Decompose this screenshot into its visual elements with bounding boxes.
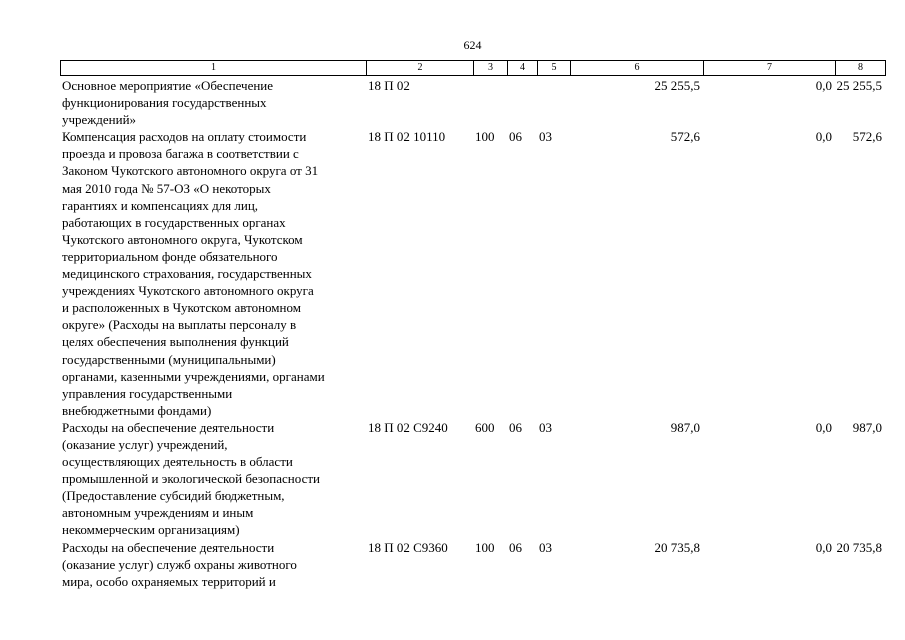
row-col6: 987,0 [670, 419, 700, 435]
row-col4: 06 [509, 129, 522, 145]
row-col4: 06 [509, 419, 522, 435]
column-number-header [60, 60, 886, 76]
row-col3: 100 [475, 539, 495, 555]
row-col3: 100 [475, 129, 495, 145]
page-number: 624 [463, 38, 482, 52]
row-col3 [473, 77, 507, 128]
row-col7: 0,0 [815, 539, 832, 555]
table-row [60, 128, 885, 419]
row-name: Расходы на обеспечение деятельности (оказание услуг) служб охраны животного мира, особо охраняемых территорий и [62, 539, 297, 589]
row-col8: 987,0 [852, 419, 882, 435]
header-col-8: 8 [836, 61, 886, 76]
row-name: Расходы на обеспечение деятельности (оказание услуг) учреждений, осуществляющих деятельность в области промышленной и экологической безопасности (Предоставление субсидий бюджетным, автономным учреждениям и иным некоммерческим организациям) [62, 419, 320, 538]
budget-table-body [60, 77, 885, 590]
row-name: Компенсация расходов на оплату стоимости проезда и провоза багажа в соответствии с Законом Чукотского автономного округа от 31 мая 2010 года № 57-ОЗ «О некоторых гарантиях и компенсациях для лиц, работающих в государственных органах Чукотского автономного округа, Чукотском территориальном фонде обязательного медицинского страхования, государственных учреждениях Чукотского автономного округа и расположенных в Чукотском автономном округе» (Расходы на выплаты персоналу в целях обеспечения выполнения функций государственными (муниципальными) органами, казенными учреждениями, органами управления государственными внебюджетными фондами) [62, 129, 325, 418]
header-col-5: 5 [538, 61, 571, 76]
table-row [60, 419, 885, 539]
header-col-3: 3 [474, 61, 508, 76]
row-name: Основное мероприятие «Обеспечение функционирования государственных учреждений» [62, 78, 274, 128]
header-col-1: 1 [61, 61, 367, 76]
row-col6: 572,6 [670, 129, 700, 145]
row-code: 18 П 02 С9240 [368, 419, 448, 435]
row-col5: 03 [539, 419, 552, 435]
row-code: 18 П 02 10110 [368, 129, 446, 145]
row-col7: 0,0 [815, 419, 832, 435]
table-row [60, 539, 885, 590]
row-col8: 25 255,5 [836, 78, 882, 93]
row-col8: 572,6 [852, 129, 882, 145]
row-col4: 06 [509, 539, 522, 555]
row-col4 [507, 77, 537, 128]
row-code: 18 П 02 [368, 78, 410, 93]
table-row [60, 77, 885, 128]
row-col5 [537, 77, 570, 128]
row-col5: 03 [539, 129, 552, 145]
row-col3: 600 [475, 419, 495, 435]
row-col8: 20 735,8 [836, 539, 882, 555]
row-col5: 03 [539, 539, 552, 555]
header-col-6: 6 [571, 61, 704, 76]
row-col7: 0,0 [815, 129, 832, 145]
row-col7: 0,0 [815, 78, 832, 93]
row-col6: 20 735,8 [654, 539, 700, 555]
row-code: 18 П 02 С9360 [368, 539, 448, 555]
row-col6: 25 255,5 [654, 78, 700, 93]
header-col-4: 4 [508, 61, 538, 76]
header-col-7: 7 [704, 61, 836, 76]
header-col-2: 2 [367, 61, 474, 76]
